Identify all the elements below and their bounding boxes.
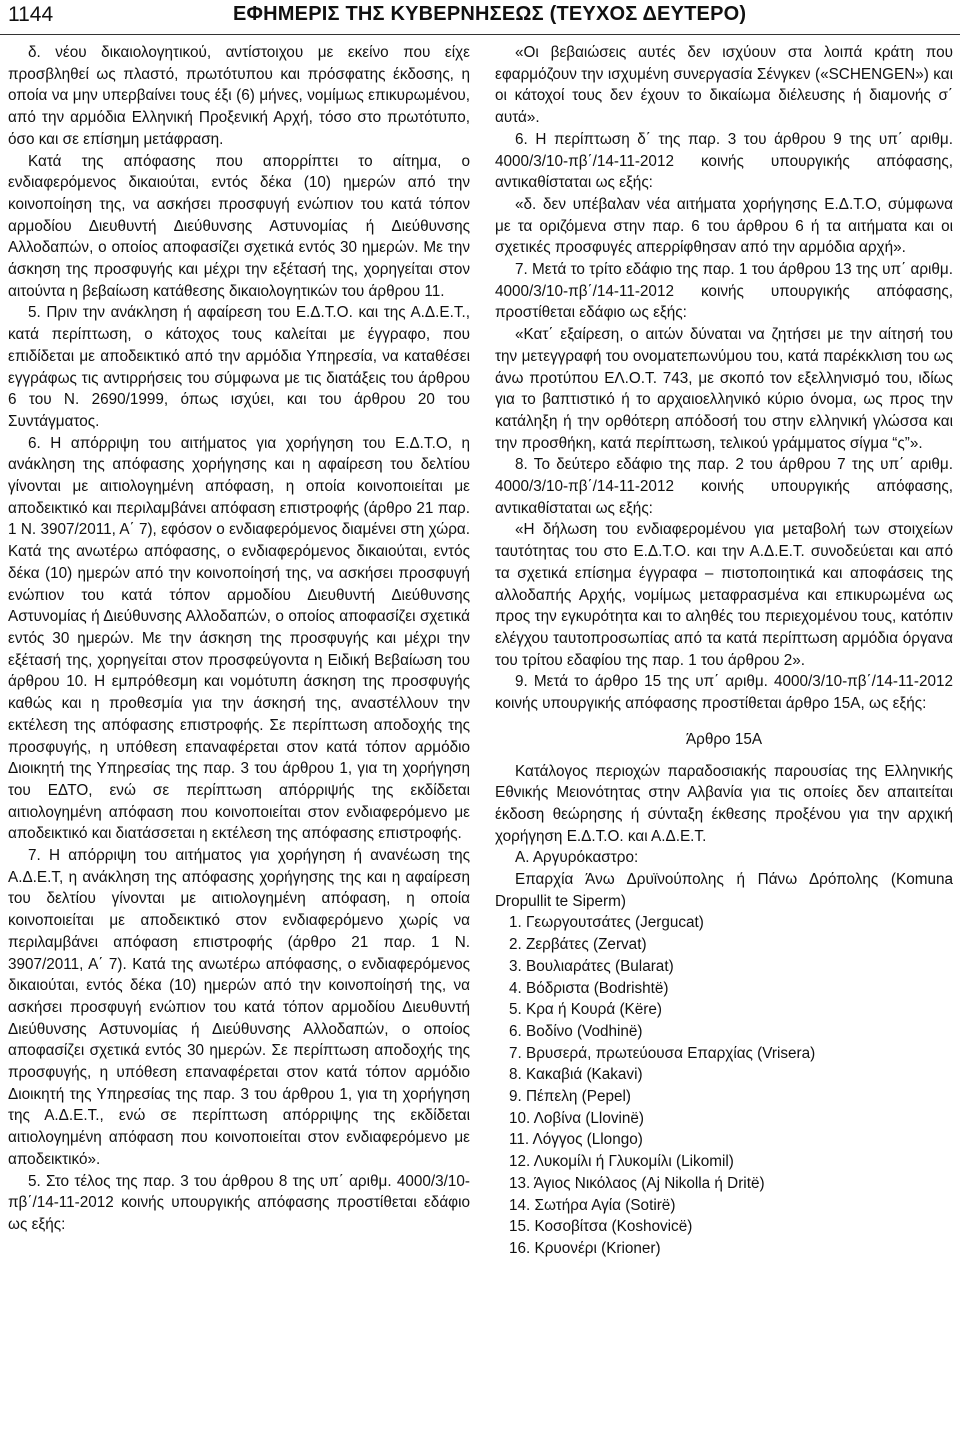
- list-item: 9. Πέπελη (Pepel): [509, 1088, 631, 1106]
- page-number: 1144: [8, 3, 54, 26]
- paragraph: 5. Πριν την ανάκληση ή αφαίρεση του Ε.Δ.Τ.Ο. και της Α.Δ.Ε.Τ., κατά περίπτωση, ο κάτοχος τους καλείται με έγγραφο, που επιδίδεται με αποδεικτικό από την αρμόδια Υπηρεσία, να καταθέσει εγγράφως τις αντιρρήσεις του σύμφωνα με τις διατάξεις του άρθρου 6 του Ν. 2690/1999, όπως ισχύει, και του άρθρου 20 του Συντάγματος.: [8, 304, 470, 430]
- list-item: 11. Λόγγος (Llongo): [509, 1131, 643, 1149]
- article-heading: Άρθρο 15Α: [685, 730, 763, 748]
- paragraph: 6. Η απόρριψη του αιτήματος για χορήγηση του Ε.Δ.Τ.Ο, η ανάκληση της απόφασης χορήγησης και η αφαίρεση του δελτίου γίνονται με αιτιολογημένη απόφαση, η οποία κοινοποιείται με αποδεικτικό και περιλαμβάνει απόφαση επιστροφής (άρθρο 21 παρ. 1 Ν. 3907/2011, Α΄ 7), εφόσον ο ενδιαφερόμενος διαμένει στη χώρα. Κατά της ανωτέρω απόφασης, ο ενδιαφερόμενος δικαιούται, εντός δέκα (10) ημερών από την κοινοποίησή της, να ασκήσει προσφυγή ενώπιον του κατά τόπον αρμοδίου Διευθυντή Διεύθυνσης Αστυνομίας ή Διεύθυνσης Αλλοδαπών, ο οποίος αποφασίζει σχετικά εντός 30 ημερών. Με την άσκηση της προσφυγής και μέχρι την εξέτασή της, χορηγείται στον προσφεύγοντα η Ειδική Βεβαίωση του άρθρου 10. Η εμπρόθεσμη και νομότυπη άσκηση της προσφυγής καθώς και η προθεσμία για την άσκησή της, αναστέλλουν την εκτέλεση της απόφασης επιστροφής. Σε περίπτωση αποδοχής της προσφυγής, η υπόθεση επαναφέρεται στον κατά τόπον αρμόδιο Διοικητή της Υπηρεσίας της παρ. 3 του άρθρου 1, για τη χορήγηση του ΕΔΤΟ, ενώ σε περίπτωση απόρριψής της εκδίδεται αιτιολογημένη απόφαση που κοινοποιείται στον ενδιαφερόμενο με αποδεικτικό και διατάσσεται η εκτέλεση της απόφασης επιστροφής.: [8, 434, 470, 843]
- paragraph: 7. Η απόρριψη του αιτήματος για χορήγηση ή ανανέωση της Α.Δ.Ε.Τ, η ανάκληση της απόφασης χορήγησης της και η αφαίρεση του δελτίου γίνονται με αιτιολογημένη απόφαση, η οποία κοινοποιείται με αποδεικτικό στον ενδιαφερόμενο χωρίς να περιλαμβάνει απόφαση επιστροφής (άρθρο 21 παρ. 1 Ν. 3907/2011, Α΄ 7). Κατά της ανωτέρω απόφασης, ο ενδιαφερόμενος δικαιούται, εντός δέκα (10) ημερών από την κοινοποίησή της, να ασκήσει προσφυγή ενώπιον του κατά τόπον αρμοδίου Διευθυντή Διεύθυνσης Αστυνομίας ή Διεύθυνσης Αλλοδαπών, ο οποίος αποφασίζει σχετικά εντός 30 ημερών. Σε περίπτωση αποδοχής της προσφυγής, η υπόθεση επαναφέρεται στον κατά τόπον αρμόδιο Διοικητή της Υπηρεσίας της παρ. 3 του άρθρου 1, για τη χορήγηση της Α.Δ.Ε.Τ., ενώ σε περίπτωση απόρριψης της εκδίδεται αιτιολογημένη απόφαση που κοινοποιείται στον ενδιαφερόμενο με αποδεικτικό».: [8, 847, 470, 1168]
- list-item: 8. Κακαβιά (Kakavi): [509, 1066, 643, 1084]
- gazette-title: ΕΦΗΜΕΡΙΣ ΤΗΣ ΚΥΒΕΡΝΗΣΕΩΣ (ΤΕΥΧΟΣ ΔΕΥΤΕΡΟ): [233, 3, 747, 25]
- paragraph: «Οι βεβαιώσεις αυτές δεν ισχύουν στα λοιπά κράτη που εφαρμόζουν την ισχυμένη συνεργασία Σένγκεν («SCHENGEN») και οι κάτοχοί τους δεν έχουν το δικαίωμα διέλευσης ή διαμονής σ΄ αυτά».: [495, 44, 953, 127]
- list-item: 14. Σωτήρα Αγία (Sotirë): [509, 1196, 676, 1214]
- paragraph: 9. Μετά το άρθρο 15 της υπ΄ αριθμ. 4000/3/10-πβ΄/14-11-2012 κοινής υπουργικής απόφασης προστίθεται άρθρο 15Α, ως εξής:: [495, 673, 953, 713]
- paragraph: δ. νέου δικαιολογητικού, αντίστοιχου με εκείνο που είχε προσβληθεί ως πλαστό, πρωτότυπου και πρόσφατης έκδοσης, η οποία να μην υπερβαίνει τους έξι (6) μήνες, νομίμως επικυρωμένου, από την αρμόδια Ελληνική Προξενική Αρχή, τόσο στο πρωτότυπο, όσο και σε επίσημη μετάφραση.: [8, 44, 470, 148]
- list-item: 7. Βρυσερά, πρωτεύουσα Επαρχίας (Vrisera): [509, 1044, 816, 1062]
- right-column: [495, 42, 953, 1260]
- list-item: 3. Βουλιαράτες (Bularat): [509, 957, 674, 975]
- list-item: 15. Κοσοβίτσα (Koshovicë): [509, 1218, 693, 1236]
- paragraph: 8. Το δεύτερο εδάφιο της παρ. 2 του άρθρου 7 της υπ΄ αριθμ. 4000/3/10-πβ΄/14-11-2012 κοινής υπουργικής απόφασης, αντικαθίσταται ως εξής:: [495, 456, 953, 517]
- village-list: [495, 912, 953, 1259]
- left-column: [8, 42, 470, 1236]
- paragraph: 7. Μετά το τρίτο εδάφιο της παρ. 1 του άρθρου 13 της υπ΄ αριθμ. 4000/3/10-πβ΄/14-11-2012 κοινής υπουργικής απόφασης, προστίθεται εδάφιο ως εξής:: [495, 261, 953, 322]
- list-item: 4. Βόδριστα (Bodrishtë): [509, 979, 669, 997]
- paragraph: «Η δήλωση του ενδιαφερομένου για μεταβολή των στοιχείων ταυτότητας του στο Ε.Δ.Τ.Ο. και την Α.Δ.Ε.Τ. συνοδεύεται και από τα σχετικά επίσημα έγγραφα – πιστοποιητικά και αποφάσεις της αλλοδαπής Αρχής, νομίμως μεταφρασμένα και επικυρωμένα ως προς την εγκυρότητα και το αληθές του περιεχομένου τους, κατόπιν ελέγχου ταυτοπροσωπίας από τα κατά περίπτωση αρμόδια όργανα του τρίτου εδαφίου της παρ. 1 του άρθρου 2».: [495, 521, 953, 669]
- list-item: 10. Λοβίνα (Llovinë): [509, 1109, 644, 1127]
- paragraph: «δ. δεν υπέβαλαν νέα αιτήματα χορήγησης Ε.Δ.Τ.Ο, σύμφωνα με τα οριζόμενα στην παρ. 6 του άρθρου 6 ή τα αιτήματα και οι σχετικές προσφυγές απερρίφθησαν από την αρμόδια αρχή».: [495, 195, 953, 257]
- list-item: 1. Γεωργουτσάτες (Jergucat): [509, 914, 704, 932]
- list-item: 2. Ζερβάτες (Zervat): [509, 936, 647, 954]
- paragraph: 6. Η περίπτωση δ΄ της παρ. 3 του άρθρου 9 της υπ΄ αριθμ. 4000/3/10-πβ΄/14-11-2012 κοινής υπουργικής απόφασης, αντικαθίσταται ως εξής:: [495, 130, 953, 192]
- list-item: 6. Βοδίνο (Vodhinë): [509, 1022, 643, 1040]
- article-intro: Κατάλογος περιοχών παραδοσιακής παρουσίας της Ελληνικής Εθνικής Μειονότητας στην Αλβανία για τις οποίες δεν απαιτείται έκδοση θεώρησης ή σύνταξη έκθεσης προξένου για την αρχική χορήγηση Ε.Δ.Τ.Ο. και Α.Δ.Ε.Τ.: [495, 762, 953, 845]
- paragraph: 5. Στο τέλος της παρ. 3 του άρθρου 8 της υπ΄ αριθμ. 4000/3/10-πβ΄/14-11-2012 κοινής υπουργικής απόφασης προστίθεται εδάφιο ως εξής:: [8, 1172, 470, 1233]
- list-item: 13. Άγιος Νικόλαος (Aj Nikolla ή Dritë): [509, 1174, 765, 1192]
- paragraph: Κατά της απόφασης που απορρίπτει το αίτημα, ο ενδιαφερόμενος δικαιούται, εντός δέκα (10) ημερών από την κοινοποίηση της, να ασκήσει προσφυγή ενώπιον του κατά τόπον αρμοδίου Διευθυντή Διεύθυνσης Αστυνομίας ή Διεύθυνσης Αλλοδαπών, ο οποίος αποφασίζει σχετικά εντός 30 ημερών. Με την άσκηση της προσφυγής και μέχρι την εξέτασή της, χορηγείται στον αιτούντα η βεβαίωση κατάθεσης δικαιολογητικών του άρθρου 11.: [8, 152, 470, 300]
- header-rule: [0, 34, 960, 35]
- list-item: 12. Λυκομίλι ή Γλυκομίλι (Likomil): [509, 1153, 734, 1171]
- list-item: 5. Κρα ή Κουρά (Këre): [509, 1001, 662, 1019]
- page-header: [0, 0, 960, 38]
- section-heading: Α. Αργυρόκαστρο:: [515, 849, 639, 867]
- province-heading: Επαρχία Άνω Δρυϊνούπολης ή Πάνω Δρόπολης (Komuna Dropullit te Siperm): [495, 871, 953, 910]
- paragraph: «Κατ΄ εξαίρεση, ο αιτών δύναται να ζητήσει με την αίτησή του την μετεγγραφή του ονοματεπωνύμου του, κατά παρέκκλιση του ως άνω προτύπου ΕΛ.Ο.Τ. 743, με σκοπό τον εξελληνισμό του, ιδίως για το βαπτιστικό ή το αρχαιοελληνικό κύριο όνομα, ως προς την κατάληξη ή την ορθότερη απόδοσή του στην ελληνική γλώσσα και την προσθήκη, κατά περίπτωση, τελικού γράμματος σίγμα “ς”».: [495, 326, 953, 452]
- list-item: 16. Κρυονέρι (Krioner): [509, 1239, 661, 1257]
